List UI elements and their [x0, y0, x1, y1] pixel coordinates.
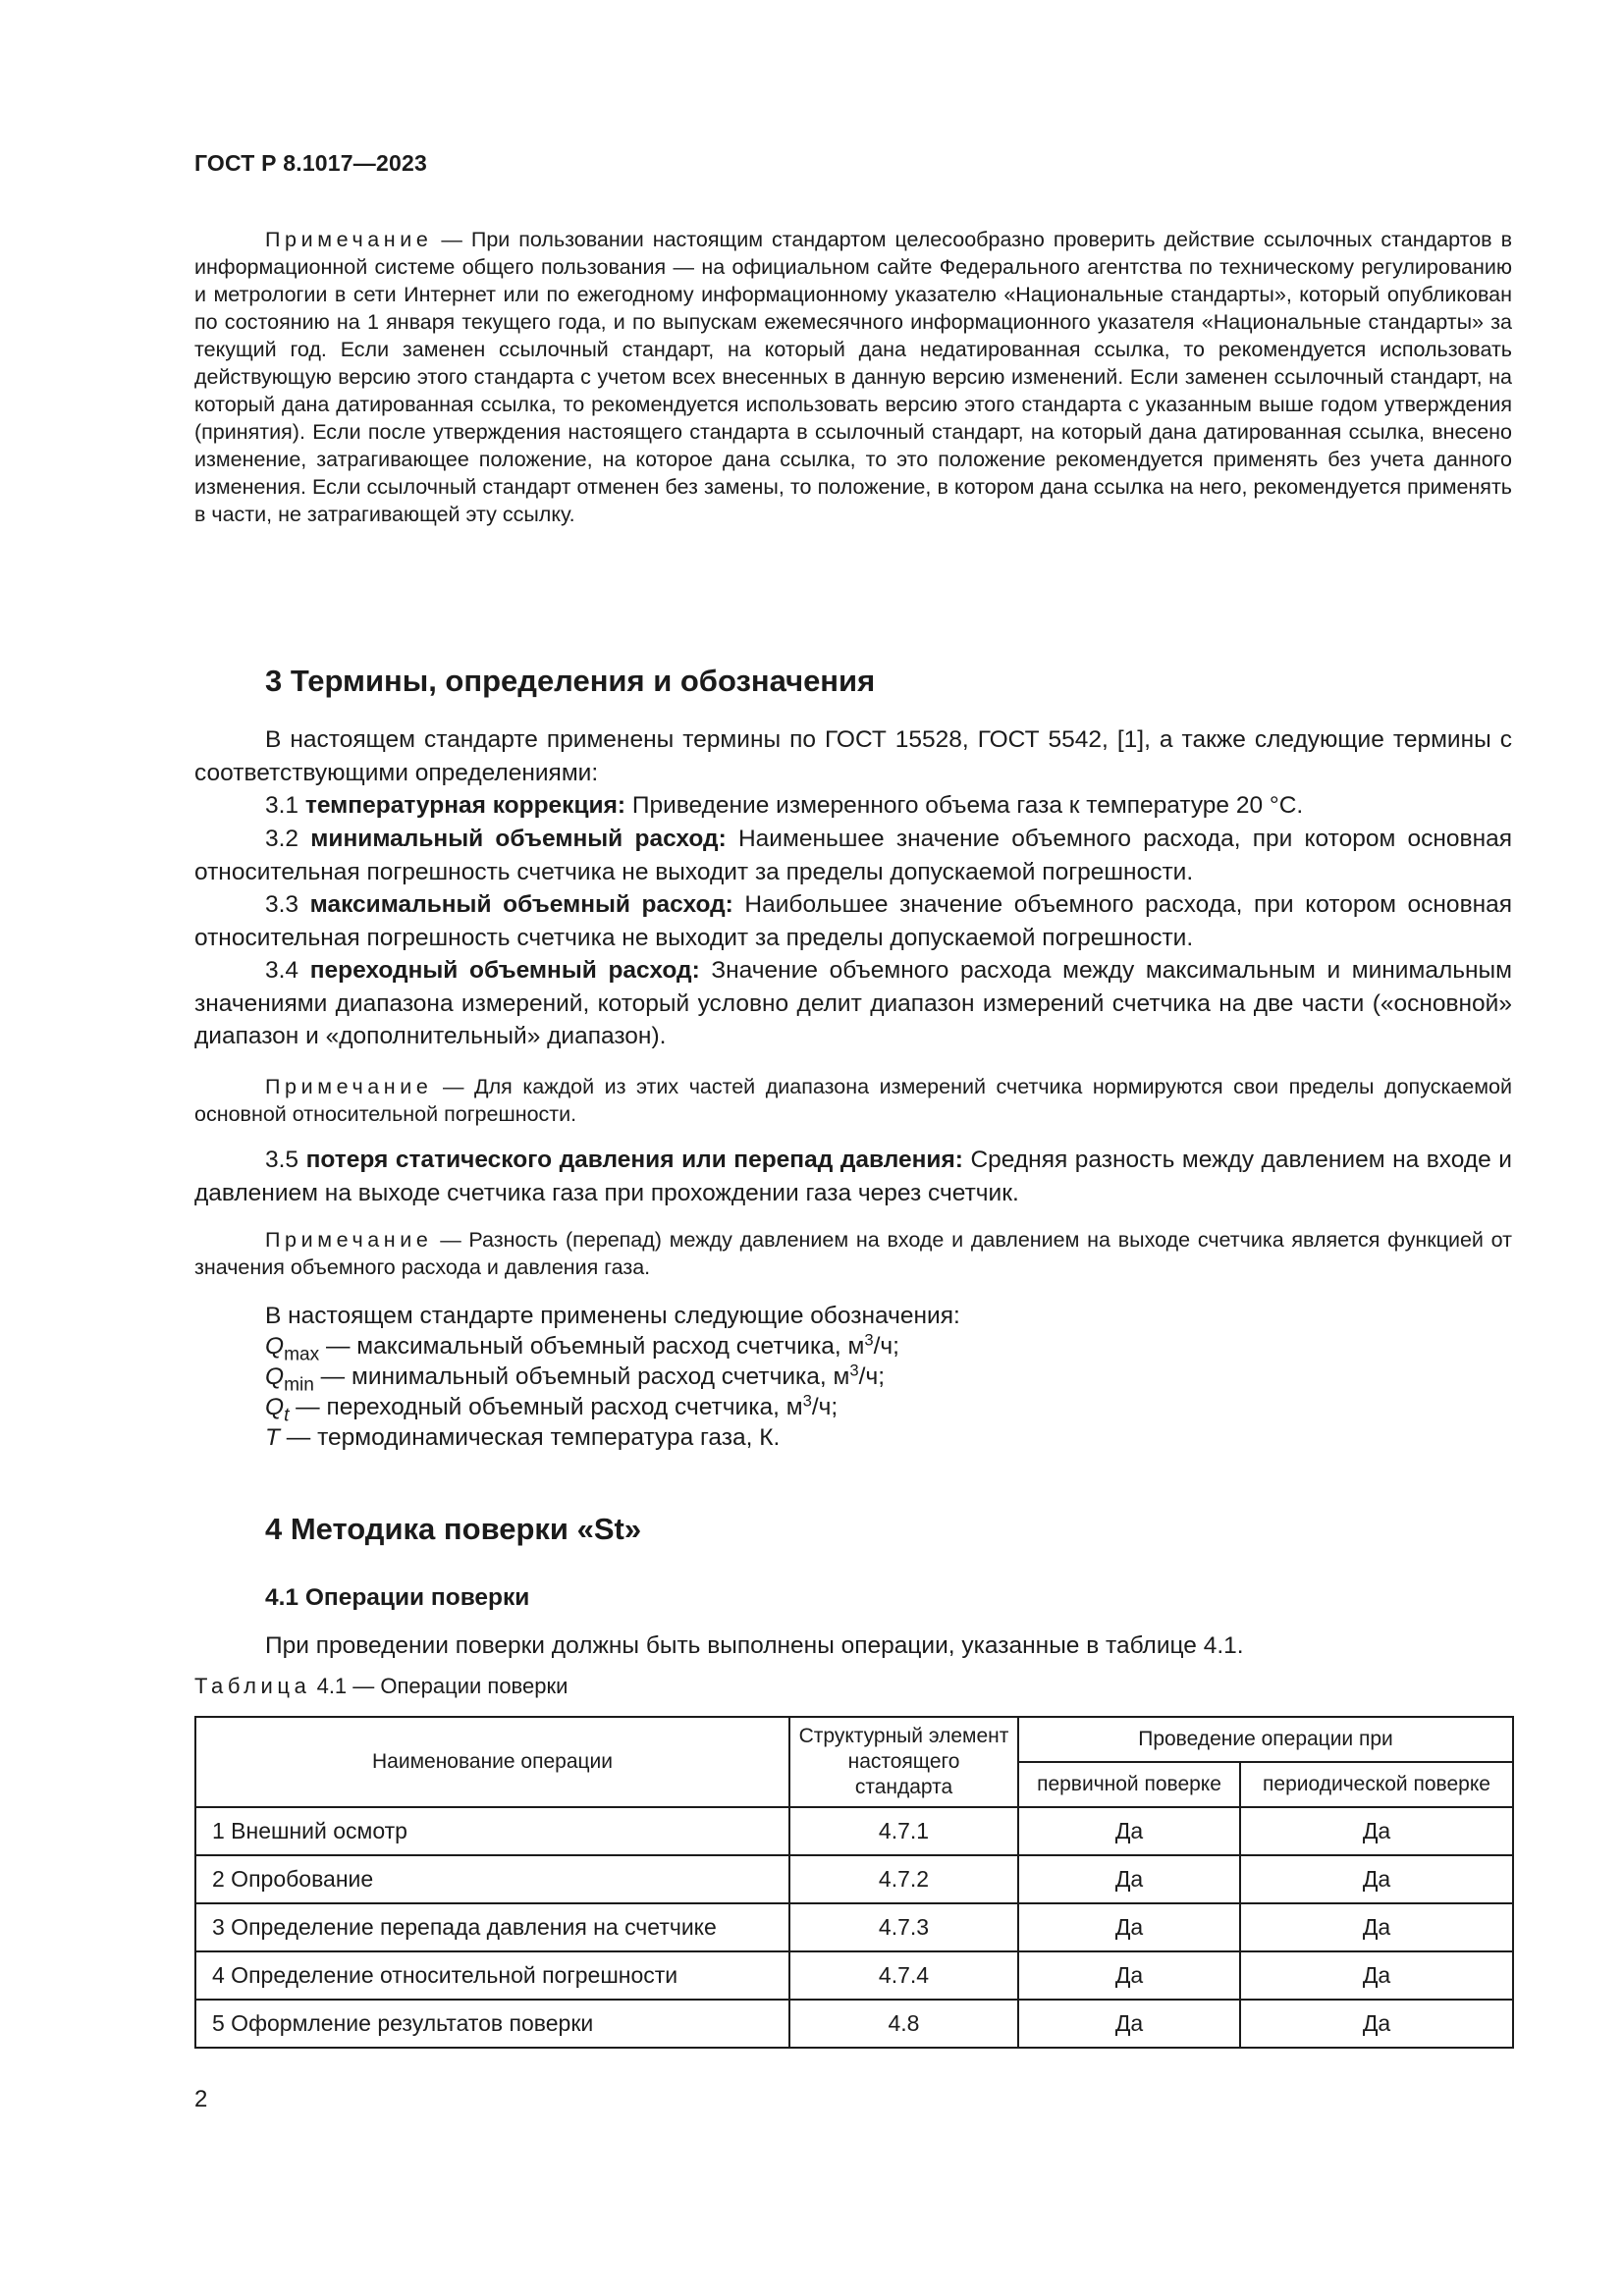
symbols-block [194, 1301, 1512, 1453]
table-row [195, 1951, 1513, 2000]
cell-periodic: Да [1240, 1951, 1513, 2000]
symbol-q-min: $Q_{min}$ — минимальный объемный расход счетчика, $м^3/ч$; [265, 1361, 886, 1396]
cell-primary: Да [1018, 1951, 1240, 2000]
note-text: — Разность (перепад) между давлением на входе и давлением на выходе счетчика является функцией от значения объемного расхода и давления газа. [194, 1228, 1512, 1279]
note-label: Примечание [265, 1075, 433, 1098]
section-3-intro: В настоящем стандарте применены термины по ГОСТ 15528, ГОСТ 5542, [1], а также следующие термины с соответствующими определениями: [194, 726, 1512, 786]
cell-operation: 1 Внешний осмотр [195, 1807, 789, 1855]
table-row [195, 1807, 1513, 1855]
symbol: T [265, 1424, 280, 1451]
symbols-intro: В настоящем стандарте применены следующие обозначения: [265, 1303, 960, 1329]
cell-operation: 3 Определение перепада давления на счетчике [195, 1903, 789, 1951]
operations-table [194, 1716, 1514, 2049]
symbol: $Q_{min}$ [265, 1363, 314, 1396]
term-definition: Приведение измеренного объема газа к температуре 20 °С. [625, 792, 1304, 819]
symbol: $Q_t$ [265, 1394, 290, 1426]
cell-operation: 4 Определение относительной погрешности [195, 1951, 789, 2000]
reference-note [194, 226, 1512, 528]
term-number: 3.5 [265, 1147, 306, 1173]
term-definition: Средняя разность между давлением на входе и давлением на выходе счетчика газа при прохождении газа через счетчик. [194, 1147, 1512, 1206]
term-3-3 [194, 888, 1512, 954]
document-code: ГОСТ Р 8.1017—2023 [194, 150, 427, 176]
symbol-q-t: $Q_t$ — переходный объемный расход счетчика, $м^3/ч$; [265, 1391, 839, 1426]
section-3-heading: 3 Термины, определения и обозначения [265, 664, 876, 698]
symbol: $Q_{max}$ [265, 1333, 320, 1365]
term-3-4 [194, 954, 1512, 1053]
term-3-4-note [194, 1073, 1512, 1128]
header-primary: первичной поверке [1018, 1762, 1240, 1807]
term-3-5-note [194, 1226, 1512, 1281]
section-4-heading: 4 Методика поверки «St» [265, 1512, 642, 1546]
term-number: 3.1 [265, 792, 305, 819]
cell-operation: 2 Опробование [195, 1855, 789, 1903]
term-definition: Наибольшее значение объемного расхода, при котором основная относительная погрешность счетчика не выходит за пределы допускаемой погрешности. [194, 891, 1513, 951]
table-caption [194, 1674, 568, 1699]
term-3-1 [194, 789, 1512, 823]
note-label: Примечание [265, 228, 433, 251]
cell-periodic: Да [1240, 1903, 1513, 1951]
term-number: 3.3 [265, 891, 310, 918]
term-name: переходный объемный расход: [309, 957, 700, 984]
header-operation-name: Наименование операции [195, 1717, 789, 1807]
cell-primary: Да [1018, 1903, 1240, 1951]
cell-primary: Да [1018, 2000, 1240, 2048]
note-text: — При пользовании настоящим стандартом целесообразно проверить действие ссылочных стандартов в информационной системе общего пользования — на официальном сайте Федерального агентства по техническому регулированию и метрологии в сети Интернет или по ежегодному информационному указателю «Национальные стандарты», который опубликован по состоянию на 1 января текущего года, и по выпускам ежемесячного информационного указателя «Национальные стандарты» за текущий год. Если заменен ссылочный стандарт, на который дана недатированная ссылка, то рекомендуется использовать действующую версию этого стандарта с учетом всех внесенных в данную версию изменений. Если заменен ссылочный стандарт, на который дана датированная ссылка, то рекомендуется использовать версию этого стандарта с указанным выше годом утверждения (принятия). Если после утверждения настоящего стандарта в ссылочный стандарт, на который дана датированная ссылка, внесено изменение, затрагивающее положение, на которое дана ссылка, то это положение рекомендуется применять без учета данного изменения. Если ссылочный стандарт отменен без замены, то положение, в котором дана ссылка на него, рекомендуется применять в части, не затрагивающей эту ссылку. [194, 228, 1512, 526]
symbol-t: T — термодинамическая температура газа, К. [265, 1424, 781, 1451]
table-caption-text: 4.1 — Операции поверки [310, 1674, 568, 1698]
cell-element: 4.7.1 [789, 1807, 1018, 1855]
cell-primary: Да [1018, 1855, 1240, 1903]
table-caption-label: Таблица [194, 1674, 311, 1698]
term-name: минимальный объемный расход: [310, 826, 727, 852]
cell-operation: 5 Оформление результатов поверки [195, 2000, 789, 2048]
term-3-5 [194, 1144, 1512, 1209]
term-definition: Наименьшее значение объемного расхода, при котором основная относительная погрешность счетчика не выходит за пределы допускаемой погрешности. [194, 826, 1512, 885]
cell-element: 4.7.2 [789, 1855, 1018, 1903]
table-row [195, 1855, 1513, 1903]
subsection-4-1-text: При проведении поверки должны быть выполнены операции, указанные в таблице 4.1. [265, 1632, 1244, 1659]
table-row [195, 1903, 1513, 1951]
cell-element: 4.7.4 [789, 1951, 1018, 2000]
cell-element: 4.7.3 [789, 1903, 1018, 1951]
note-label: Примечание [265, 1228, 433, 1252]
term-name: максимальный объемный расход: [309, 891, 733, 918]
term-number: 3.4 [265, 957, 310, 984]
cell-primary: Да [1018, 1807, 1240, 1855]
subsection-4-1-heading: 4.1 Операции поверки [265, 1584, 530, 1611]
cell-element: 4.8 [789, 2000, 1018, 2048]
note-text: — Для каждой из этих частей диапазона измерений счетчика нормируются свои пределы допускаемой основной относительной погрешности. [194, 1075, 1512, 1126]
symbol-q-max: $Q_{max}$ — максимальный объемный расход счетчика, $м^3/ч$; [265, 1330, 899, 1365]
header-conduct: Проведение операции при [1018, 1717, 1513, 1762]
term-name: температурная коррекция: [304, 792, 626, 819]
header-periodic: периодической поверке [1240, 1762, 1513, 1807]
header-structural-element: Структурный элемент настоящего стандарта [789, 1717, 1018, 1807]
cell-periodic: Да [1240, 1807, 1513, 1855]
term-definition: Значение объемного расхода между максимальным и минимальным значениями диапазона измерений, который условно делит диапазон измерений счетчика на две части («основной» диапазон и «дополнительный» диапазон). [194, 957, 1513, 1049]
cell-periodic: Да [1240, 2000, 1513, 2048]
table-row [195, 2000, 1513, 2048]
term-name: потеря статического давления или перепад давления: [305, 1147, 963, 1173]
cell-periodic: Да [1240, 1855, 1513, 1903]
term-3-2 [194, 823, 1512, 888]
page-number: 2 [194, 2086, 208, 2112]
term-number: 3.2 [265, 826, 311, 852]
